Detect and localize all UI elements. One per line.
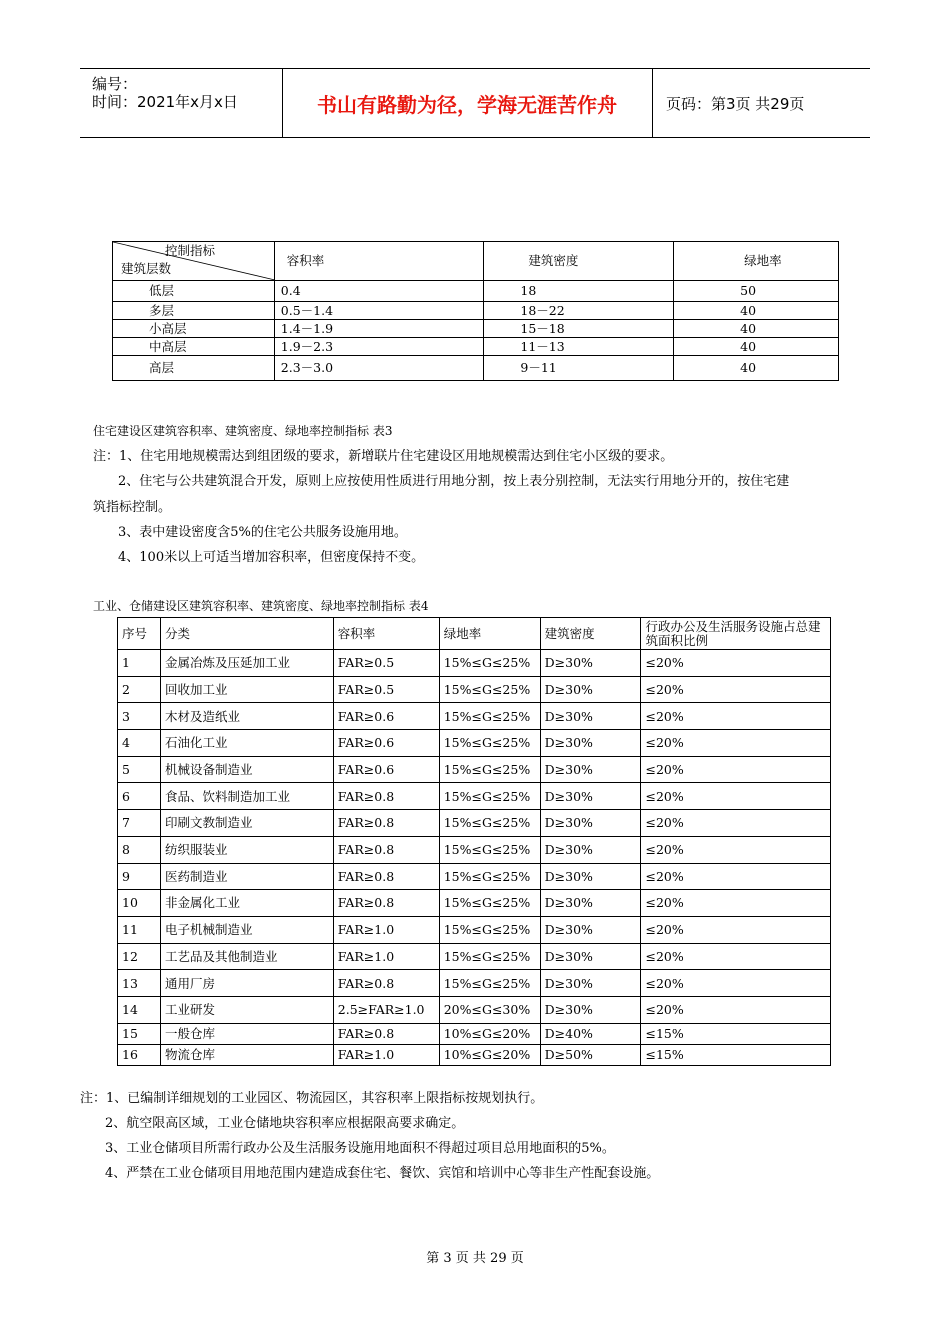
header-cell: 容积率 (333, 618, 439, 650)
table-cell: ≤20% (641, 730, 831, 757)
table-row (118, 916, 831, 943)
table-cell: FAR≥0.5 (333, 676, 439, 703)
table-row (118, 943, 831, 970)
table-row (118, 650, 831, 677)
table-cell: D≥30% (540, 863, 641, 890)
table-cell: FAR≥0.8 (333, 863, 439, 890)
table4-caption: 工业、仓储建设区建筑容积率、建筑密度、绿地率控制指标 表4 (93, 599, 429, 613)
table-cell: 10%≤G≤20% (439, 1044, 540, 1065)
table-cell: 2.5≥FAR≥1.0 (333, 996, 439, 1023)
table-cell: 金属冶炼及压延加工业 (160, 650, 333, 677)
table-cell: 纺织服装业 (160, 836, 333, 863)
table-cell: D≥30% (540, 943, 641, 970)
table-row (113, 338, 839, 356)
table-cell: 1 (118, 650, 161, 677)
table-cell: 16 (118, 1044, 161, 1065)
table-cell: FAR≥0.5 (333, 650, 439, 677)
table-cell: 9 (118, 863, 161, 890)
table-cell: 0.5－1.4 (274, 302, 484, 320)
table-cell: 12 (118, 943, 161, 970)
page-header (80, 68, 870, 138)
header-cell: 绿地率 (439, 618, 540, 650)
table-cell: D≥30% (540, 810, 641, 837)
table-cell: 工业研发 (160, 996, 333, 1023)
table-cell: 10%≤G≤20% (439, 1023, 540, 1044)
table-cell: 15%≤G≤25% (439, 890, 540, 917)
table-cell: FAR≥1.0 (333, 1044, 439, 1065)
table-row (113, 302, 839, 320)
table-header-row (118, 618, 831, 650)
table-cell: FAR≥0.8 (333, 836, 439, 863)
table-cell: D≥30% (540, 996, 641, 1023)
table-cell: ≤20% (641, 676, 831, 703)
table-cell: 20%≤G≤30% (439, 996, 540, 1023)
table-row (118, 730, 831, 757)
table-cell: 11－13 (484, 338, 674, 356)
table-row (118, 970, 831, 997)
header-meta (80, 69, 283, 137)
table-cell: ≤20% (641, 863, 831, 890)
table-cell: 18－22 (484, 302, 674, 320)
note-line: 3、表中建设密度含5%的住宅公共服务设施用地。 (118, 525, 407, 540)
table-cell: 6 (118, 783, 161, 810)
header-cell: 行政办公及生活服务设施占总建筑面积比例 (641, 618, 831, 650)
table-cell: 15%≤G≤25% (439, 676, 540, 703)
header-cell: 分类 (160, 618, 333, 650)
table-cell: 多层 (113, 302, 275, 320)
table-cell: 5 (118, 756, 161, 783)
table-cell: ≤20% (641, 836, 831, 863)
table-cell: 印刷文教制造业 (160, 810, 333, 837)
col-header-far: 容积率 (274, 242, 484, 281)
table-cell: 15 (118, 1023, 161, 1044)
note-line: 2、航空限高区域，工业仓储地块容积率应根据限高要求确定。 (105, 1116, 465, 1131)
table-cell: 15－18 (484, 320, 674, 338)
table-cell: ≤15% (641, 1044, 831, 1065)
table-cell: D≥30% (540, 916, 641, 943)
table-cell: D≥30% (540, 756, 641, 783)
table-cell: 40 (674, 320, 839, 338)
table-cell: 15%≤G≤25% (439, 970, 540, 997)
table-cell: 10 (118, 890, 161, 917)
table-cell: 小高层 (113, 320, 275, 338)
header-page-info: 页码：第3页 共29页 (666, 95, 805, 113)
table-cell: ≤20% (641, 650, 831, 677)
header-cell: 建筑密度 (540, 618, 641, 650)
table-cell: FAR≥0.8 (333, 890, 439, 917)
table-row (113, 356, 839, 381)
table-cell: 工艺品及其他制造业 (160, 943, 333, 970)
table-row (113, 320, 839, 338)
table-cell: 8 (118, 836, 161, 863)
note-line: 筑指标控制。 (93, 500, 172, 515)
note-line: 4、100米以上可适当增加容积率，但密度保持不变。 (118, 550, 425, 565)
table-cell: 1.4－1.9 (274, 320, 484, 338)
header-motto: 书山有路勤为径，学海无涯苦作舟 (282, 69, 653, 137)
table-cell: 机械设备制造业 (160, 756, 333, 783)
table-cell: FAR≥0.8 (333, 970, 439, 997)
table3-caption: 住宅建设区建筑容积率、建筑密度、绿地率控制指标 表3 (93, 424, 393, 438)
table-cell: ≤20% (641, 970, 831, 997)
table-cell: 50 (674, 281, 839, 302)
table-cell: 11 (118, 916, 161, 943)
table-cell: 40 (674, 302, 839, 320)
page-footer: 第 3 页 共 29 页 (426, 1251, 524, 1266)
table-cell: D≥30% (540, 676, 641, 703)
table-cell: 医药制造业 (160, 863, 333, 890)
table-cell: FAR≥1.0 (333, 943, 439, 970)
table-cell: D≥30% (540, 650, 641, 677)
date-label: 时间：2021年x月x日 (92, 93, 238, 111)
corner-bottom-label: 建筑层数 (121, 261, 172, 276)
table-cell: 15%≤G≤25% (439, 836, 540, 863)
table-row (113, 281, 839, 302)
table-cell: ≤20% (641, 916, 831, 943)
table-cell: 15%≤G≤25% (439, 756, 540, 783)
table-cell: ≤20% (641, 703, 831, 730)
note-line: 3、工业仓储项目所需行政办公及生活服务设施用地面积不得超过项目总用地面积的5%。 (105, 1141, 615, 1156)
table-cell: 15%≤G≤25% (439, 703, 540, 730)
table-row (118, 756, 831, 783)
corner-header-cell (113, 242, 275, 281)
table-cell: 15%≤G≤25% (439, 730, 540, 757)
table-row (118, 1023, 831, 1044)
table-cell: 3 (118, 703, 161, 730)
table-cell: 回收加工业 (160, 676, 333, 703)
table-cell: 2.3－3.0 (274, 356, 484, 381)
table-cell: FAR≥0.6 (333, 703, 439, 730)
table-cell: D≥30% (540, 890, 641, 917)
table-cell: FAR≥0.6 (333, 756, 439, 783)
table-cell: 15%≤G≤25% (439, 943, 540, 970)
table-cell: 15%≤G≤25% (439, 783, 540, 810)
table-cell: 0.4 (274, 281, 484, 302)
table-cell: 14 (118, 996, 161, 1023)
table-row (118, 676, 831, 703)
corner-top-label: 控制指标 (165, 243, 216, 258)
table-cell: 15%≤G≤25% (439, 810, 540, 837)
table-cell: 电子机械制造业 (160, 916, 333, 943)
note-line: 注：1、已编制详细规划的工业园区、物流园区，其容积率上限指标按规划执行。 (80, 1091, 544, 1106)
table-cell: D≥40% (540, 1023, 641, 1044)
table-cell: ≤20% (641, 756, 831, 783)
number-label: 编号： (92, 75, 138, 93)
table-cell: D≥30% (540, 703, 641, 730)
table-row (118, 1044, 831, 1065)
table-cell: 4 (118, 730, 161, 757)
table-cell: 2 (118, 676, 161, 703)
note-line: 4、严禁在工业仓储项目用地范围内建造成套住宅、餐饮、宾馆和培训中心等非生产性配套设施。 (105, 1166, 660, 1181)
header-cell: 序号 (118, 618, 161, 650)
table-cell: 18 (484, 281, 674, 302)
table-cell: ≤20% (641, 890, 831, 917)
table-cell: 物流仓库 (160, 1044, 333, 1065)
table-row (118, 890, 831, 917)
table-cell: ≤20% (641, 943, 831, 970)
table-cell: D≥30% (540, 836, 641, 863)
table-cell: D≥30% (540, 970, 641, 997)
table-cell: FAR≥0.8 (333, 1023, 439, 1044)
table-cell: 一般仓库 (160, 1023, 333, 1044)
table-cell: 15%≤G≤25% (439, 650, 540, 677)
table-row (118, 996, 831, 1023)
table-cell: 木材及造纸业 (160, 703, 333, 730)
table-cell: 40 (674, 338, 839, 356)
table-cell: 40 (674, 356, 839, 381)
table-cell: 1.9－2.3 (274, 338, 484, 356)
table-cell: 低层 (113, 281, 275, 302)
table-cell: D≥50% (540, 1044, 641, 1065)
table-cell: FAR≥0.8 (333, 810, 439, 837)
col-header-density: 建筑密度 (484, 242, 674, 281)
table-cell: 食品、饮料制造加工业 (160, 783, 333, 810)
industrial-index-table (117, 617, 831, 1066)
table-cell: 7 (118, 810, 161, 837)
table-cell: ≤15% (641, 1023, 831, 1044)
table-cell: ≤20% (641, 996, 831, 1023)
table-cell: FAR≥1.0 (333, 916, 439, 943)
table-cell: 9－11 (484, 356, 674, 381)
table-row (118, 783, 831, 810)
table-cell: 非金属化工业 (160, 890, 333, 917)
table-row (118, 810, 831, 837)
col-header-green: 绿地率 (674, 242, 839, 281)
residential-index-table (112, 241, 839, 381)
table-cell: D≥30% (540, 730, 641, 757)
table-cell: D≥30% (540, 783, 641, 810)
note-line: 2、住宅与公共建筑混合开发，原则上应按使用性质进行用地分割，按上表分别控制，无法实行用地分开的，按住宅建 (118, 474, 790, 489)
note-line: 注：1、住宅用地规模需达到组团级的要求，新增联片住宅建设区用地规模需达到住宅小区级的要求。 (93, 449, 674, 464)
table-cell: 15%≤G≤25% (439, 916, 540, 943)
table-cell: 高层 (113, 356, 275, 381)
table-cell: 13 (118, 970, 161, 997)
table-cell: FAR≥0.8 (333, 783, 439, 810)
table-cell: 15%≤G≤25% (439, 863, 540, 890)
table-cell: FAR≥0.6 (333, 730, 439, 757)
table-cell: 通用厂房 (160, 970, 333, 997)
table-cell: ≤20% (641, 783, 831, 810)
table-row (118, 863, 831, 890)
table-cell: ≤20% (641, 810, 831, 837)
table-row (118, 703, 831, 730)
table-cell: 中高层 (113, 338, 275, 356)
table-cell: 石油化工业 (160, 730, 333, 757)
table-row (118, 836, 831, 863)
